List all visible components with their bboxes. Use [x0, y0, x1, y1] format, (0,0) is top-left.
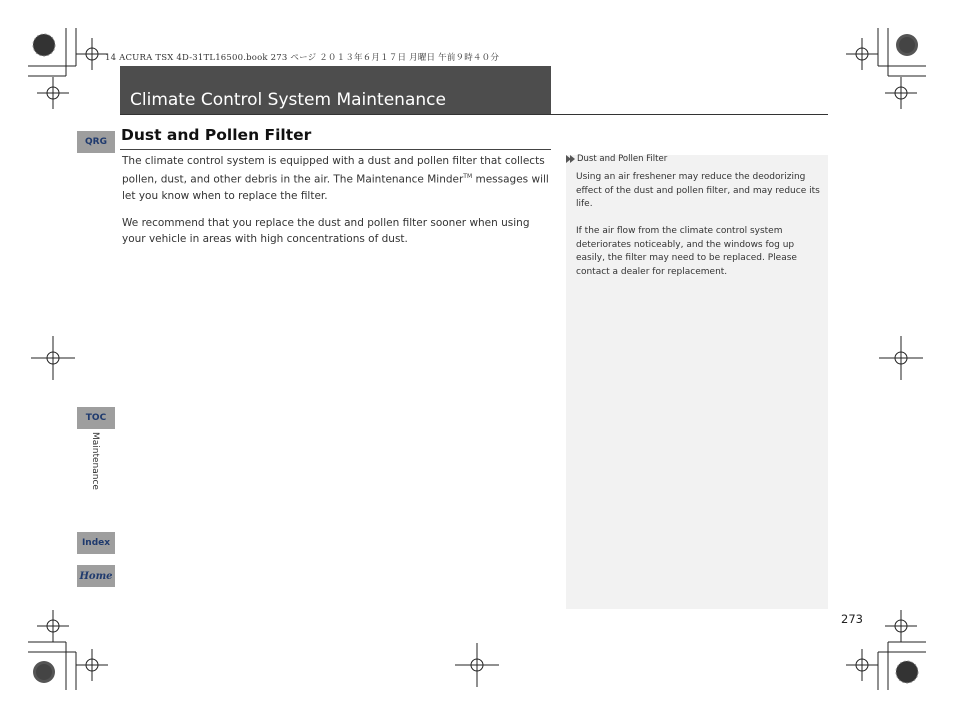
qrg-button[interactable]: QRG [77, 131, 115, 153]
print-header: 14 ACURA TSX 4D-31TL16500.book 273 ページ ２０１３年６月１７日 月曜日 午前９時４０分 [105, 53, 500, 63]
registration-mark-icon [885, 77, 917, 109]
section-title: Climate Control System Maintenance [130, 90, 446, 110]
body-text: The climate control system is equipped with a dust and pollen filter that collects pollen, dust, and other debris in the air. The Maintenance Minder [122, 155, 545, 186]
section-side-label: Maintenance [90, 432, 100, 490]
registration-mark-icon [455, 643, 499, 687]
color-target-icon [33, 661, 55, 683]
body-paragraph [122, 153, 552, 204]
side-note-title-label: Dust and Pollen Filter [577, 154, 668, 164]
registration-mark-icon [31, 336, 75, 380]
section-banner [120, 66, 551, 114]
divider [120, 114, 828, 115]
page-number: 273 [841, 612, 863, 626]
registration-mark-icon [76, 38, 108, 70]
registration-mark-icon [885, 610, 917, 642]
double-arrow-icon [566, 155, 576, 163]
registration-mark-icon [846, 649, 878, 681]
index-button[interactable]: Index [77, 532, 115, 554]
page-heading: Dust and Pollen Filter [121, 126, 312, 144]
side-note-paragraph: Using an air freshener may reduce the deodorizing effect of the dust and pollen filter, and may reduce its life. [576, 172, 820, 209]
registration-mark-icon [37, 77, 69, 109]
toc-button[interactable]: TOC [77, 407, 115, 429]
side-note-panel [566, 155, 828, 609]
registration-mark-icon [846, 38, 878, 70]
body-text: messages will let you know when to replace the filter. [122, 173, 549, 202]
side-note-paragraph: If the air flow from the climate control system deteriorates noticeably, and the windows fog up easily, the filter may need to be replaced. Please contact a dealer for replacement. [576, 226, 797, 277]
body-paragraph: We recommend that you replace the dust and pollen filter sooner when using your vehicle in areas with high concentrations of dust. [122, 217, 530, 245]
trademark-symbol: TM [463, 173, 473, 180]
divider [120, 149, 551, 150]
side-note-title[interactable] [566, 154, 667, 164]
home-button[interactable]: Home [77, 565, 115, 587]
color-target-icon [33, 34, 55, 56]
registration-mark-icon [879, 336, 923, 380]
registration-mark-icon [37, 610, 69, 642]
color-target-icon [896, 34, 918, 56]
registration-mark-icon [76, 649, 108, 681]
color-target-icon [896, 661, 918, 683]
